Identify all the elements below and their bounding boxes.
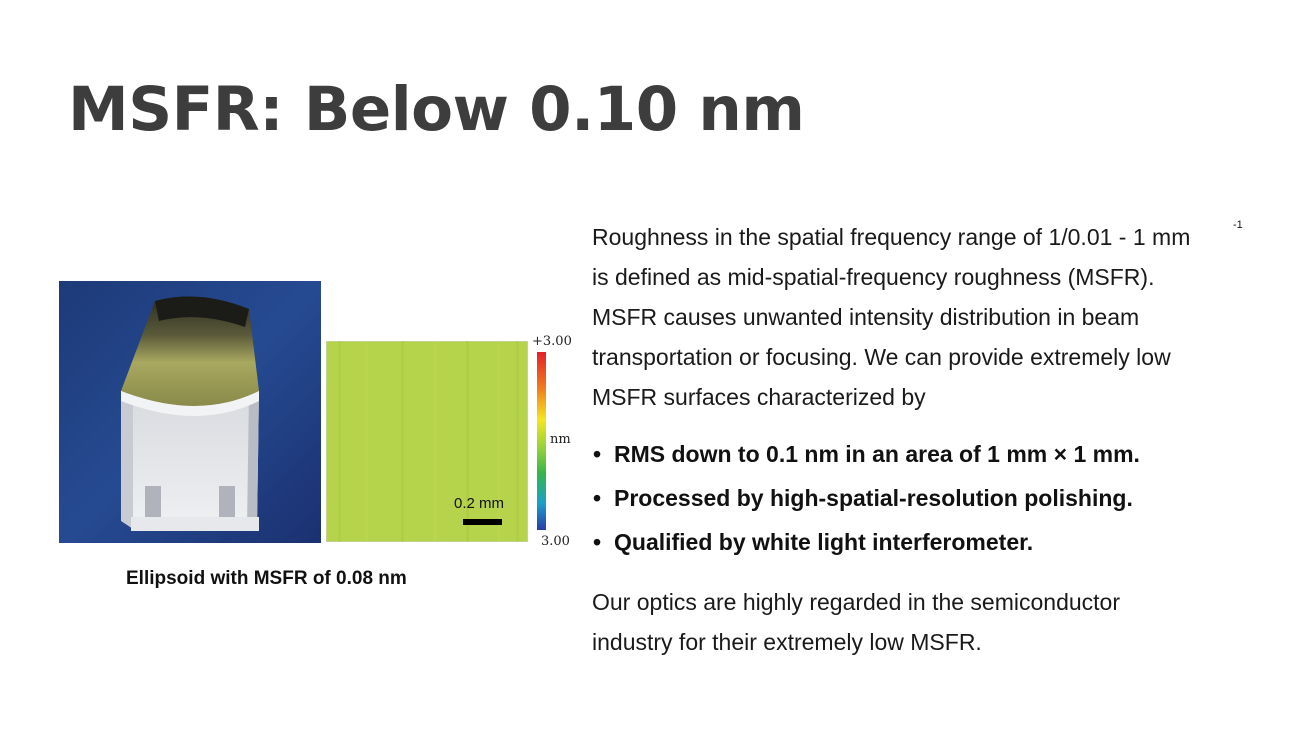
bullet-glyph: •: [593, 529, 602, 555]
bullet-item: [593, 434, 1140, 478]
unit-superscript: -1: [1233, 219, 1243, 231]
figure-caption: Ellipsoid with MSFR of 0.08 nm: [126, 568, 407, 589]
intro-line: is defined as mid-spatial-frequency roughness (MSFR).: [592, 264, 1155, 290]
intro-line: Roughness in the spatial frequency range of 1/0.01 - 1 mm: [592, 224, 1191, 250]
scale-bar-label: 0.2 mm: [454, 495, 505, 512]
intro-line: transportation or focusing. We can provide extremely low: [592, 344, 1171, 370]
intro-line: MSFR causes unwanted intensity distribution in beam: [592, 304, 1140, 330]
bullet-text: RMS down to 0.1 nm in an area of 1 mm × 1 mm.: [614, 441, 1140, 467]
bullet-text: Qualified by white light interferometer.: [614, 529, 1034, 555]
slide-title: MSFR: Below 0.10 nm: [68, 74, 805, 145]
scale-bar: [463, 519, 502, 525]
colorbar-bottom-label: 3.00: [541, 534, 570, 549]
intro-line: MSFR surfaces characterized by: [592, 384, 926, 410]
bullet-text: Processed by high-spatial-resolution polishing.: [614, 485, 1133, 511]
bullet-item: [593, 478, 1140, 522]
bullet-item: [593, 522, 1140, 566]
ellipsoid-photo: [59, 281, 321, 543]
bullet-glyph: •: [593, 441, 602, 467]
ellipsoid-photo-image: [59, 281, 321, 543]
bullet-list: [593, 434, 1140, 566]
intro-paragraph: [592, 217, 1252, 417]
colorbar-top-label: +3.00: [532, 334, 572, 349]
closing-paragraph: [592, 582, 1252, 662]
bullet-glyph: •: [593, 485, 602, 511]
colorbar-unit-label: nm: [550, 432, 571, 447]
closing-line: Our optics are highly regarded in the semiconductor: [592, 589, 1121, 615]
colorbar: [537, 352, 546, 530]
closing-line: industry for their extremely low MSFR.: [592, 629, 982, 655]
